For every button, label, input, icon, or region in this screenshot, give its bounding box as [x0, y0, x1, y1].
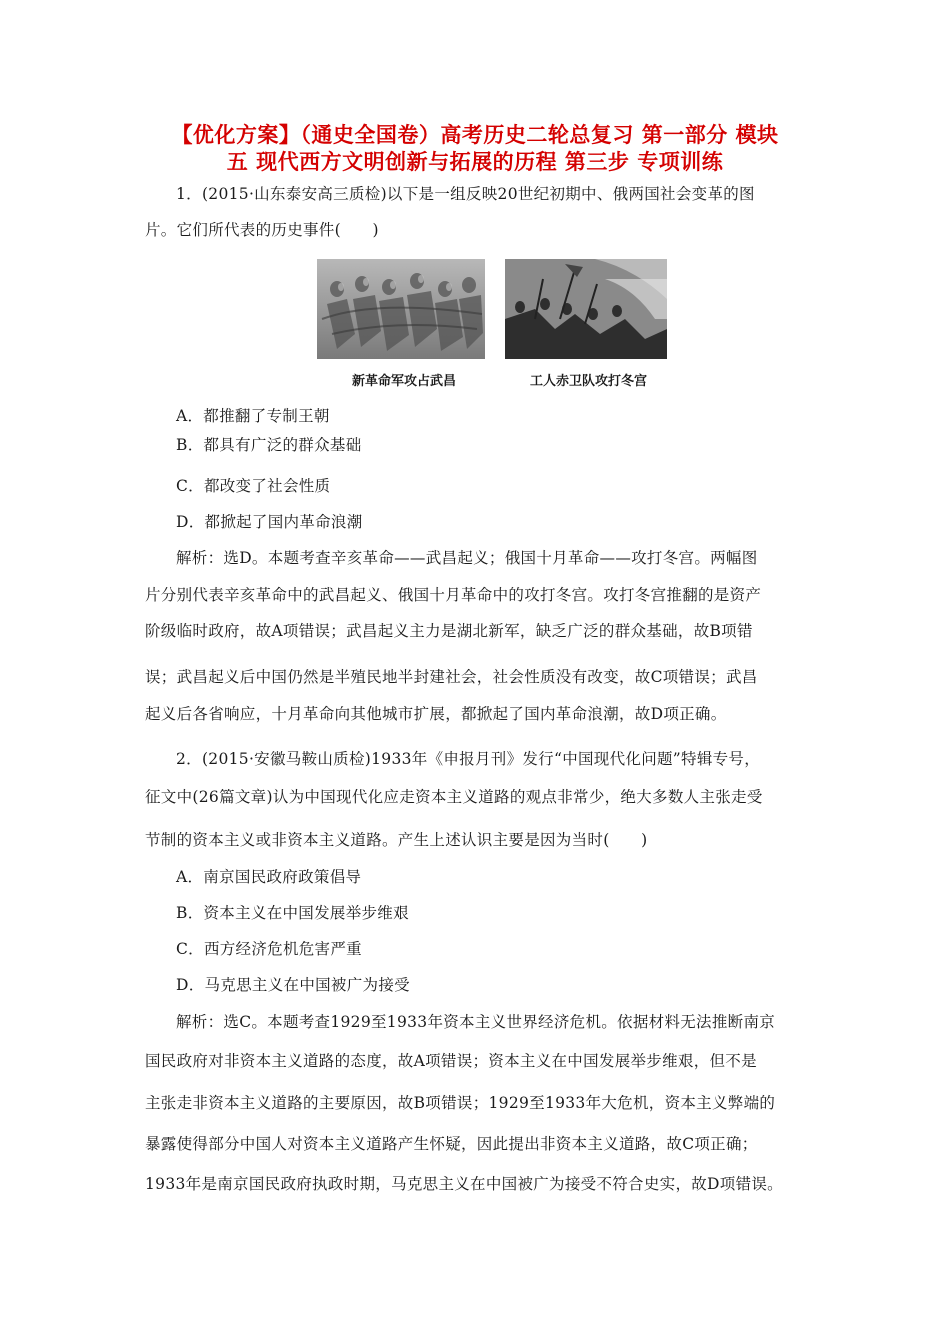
- q1-option-c: C．都改变了社会性质: [176, 477, 331, 495]
- q2-stem-line-1: 2．(2015·安徽马鞍山质检)1933年《申报月刊》发行“中国现代化问题”特辑专号，: [176, 750, 761, 768]
- figure-right-caption: 工人赤卫队攻打冬宫: [530, 374, 648, 389]
- q1-stem-line-1: 1．(2015·山东泰安高三质检)以下是一组反映20世纪初期中、俄两国社会变革的图: [176, 185, 755, 203]
- q1-option-a-text: A．都推翻了专制王朝: [176, 407, 330, 425]
- q2-option-a: A．南京国民政府政策倡导: [176, 868, 362, 886]
- q1-option-b: B．都具有广泛的群众基础: [176, 436, 362, 454]
- figure-left-caption: 新革命军攻占武昌: [352, 374, 457, 389]
- q1-option-a: [176, 405, 330, 427]
- q2-analysis-line-5: 1933年是南京国民政府执政时期，马克思主义在中国被广为接受不符合史实，故D项错误。: [145, 1175, 783, 1193]
- q1-analysis-line-3: 阶级临时政府，故A项错误；武昌起义主力是湖北新军，缺乏广泛的群众基础，故B项错: [145, 622, 753, 640]
- q1-analysis-line-2: 片分别代表辛亥革命中的武昌起义、俄国十月革命中的攻打冬宫。攻打冬宫推翻的是资产: [145, 586, 762, 604]
- q2-option-c: C．西方经济危机危害严重: [176, 940, 362, 958]
- q2-analysis-line-1: 解析：选C。本题考查1929至1933年资本主义世界经济危机。依据材料无法推断南京: [176, 1013, 776, 1031]
- q2-option-d: D．马克思主义在中国被广为接受: [176, 976, 410, 994]
- q1-analysis-line-1: 解析：选D。本题考查辛亥革命——武昌起义；俄国十月革命——攻打冬宫。两幅图: [176, 549, 758, 567]
- q1-option-d: D．都掀起了国内革命浪潮: [176, 513, 363, 531]
- document-title-line-2: 五 现代西方文明创新与拓展的历程 第三步 专项训练: [226, 149, 724, 174]
- q2-stem-line-3: 节制的资本主义或非资本主义道路。产生上述认识主要是因为当时( ): [145, 831, 648, 849]
- wuchang-relief-image: [317, 259, 485, 359]
- q1-analysis-line-4: 误；武昌起义后中国仍然是半殖民地半封建社会，社会性质没有改变，故C项错误；武昌: [145, 668, 758, 686]
- q2-analysis-line-4: 暴露使得部分中国人对资本主义道路产生怀疑，因此提出非资本主义道路，故C项正确；: [145, 1135, 758, 1153]
- figure-winter-palace: [505, 259, 667, 359]
- figure-wuchang-relief: [317, 259, 485, 359]
- q2-analysis-line-3: 主张走非资本主义道路的主要原因，故B项错误；1929至1933年大危机，资本主义弊端的: [145, 1094, 776, 1112]
- q2-option-b: B．资本主义在中国发展举步维艰: [176, 904, 409, 922]
- winter-palace-image: [505, 259, 667, 359]
- document-title-line-1: 【优化方案】（通史全国卷）高考历史二轮总复习 第一部分 模块: [171, 122, 779, 147]
- q2-analysis-line-2: 国民政府对非资本主义道路的态度，故A项错误；资本主义在中国发展举步维艰，但不是: [145, 1052, 757, 1070]
- q1-stem-line-2: 片。它们所代表的历史事件( ): [145, 221, 379, 239]
- q1-analysis-line-5: 起义后各省响应，十月革命向其他城市扩展，都掀起了国内革命浪潮，故D项正确。: [145, 705, 727, 723]
- q2-stem-line-2: 征文中(26篇文章)认为中国现代化应走资本主义道路的观点非常少，绝大多数人主张走受: [145, 788, 763, 806]
